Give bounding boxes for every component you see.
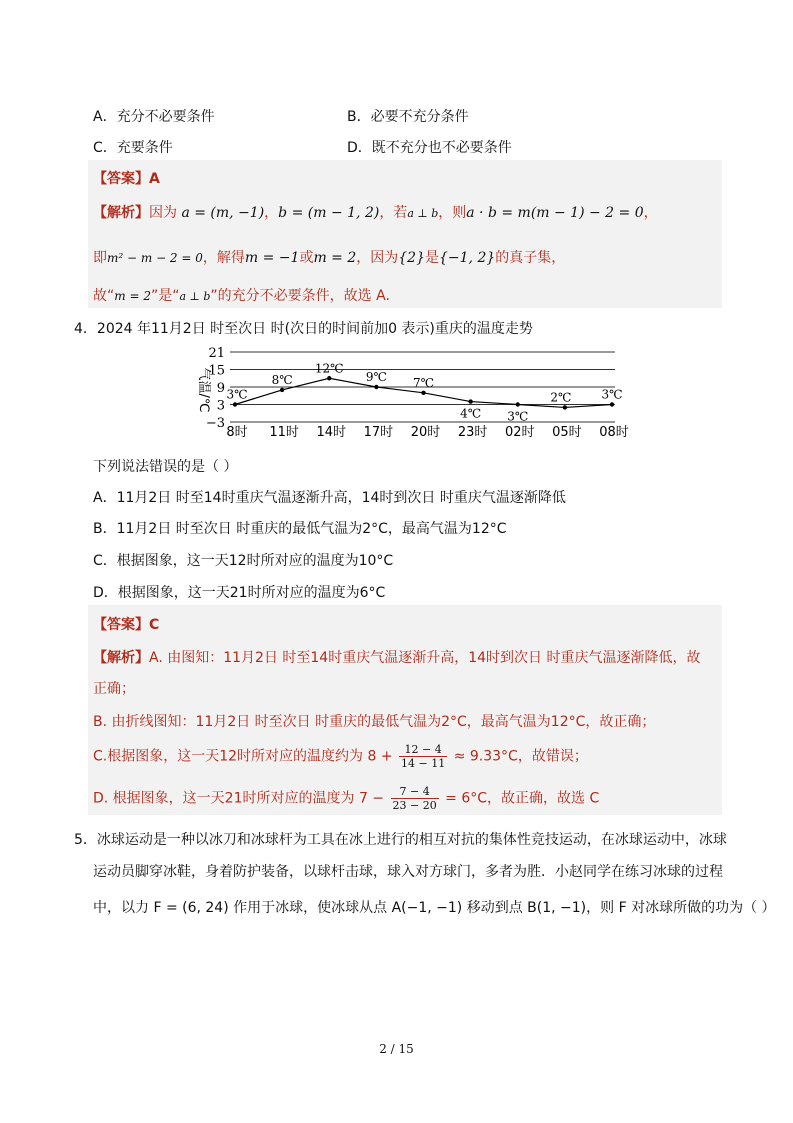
q4-question: 下列说法错误的是（ ）: [93, 459, 238, 475]
q4-analysis-b: B. 由折线图知：11月2日 时至次日 时重庆的最低气温为2°C，最高气温为12°C，故正确；: [93, 714, 656, 730]
q4-option-b: B．11月2日 时至次日 时重庆的最低气温为2°C，最高气温为12°C: [93, 521, 507, 537]
data-label: 12℃: [314, 361, 344, 376]
data-point: [233, 402, 237, 406]
set-1: {2}: [398, 250, 425, 266]
analysis-text: ，因为: [356, 250, 399, 266]
q4-analysis-a: [93, 647, 700, 667]
q4-analysis-d: [93, 785, 599, 812]
analysis-text: 即: [93, 250, 107, 266]
q4-option-c: C．根据图象，这一天12时所对应的温度为10°C: [93, 553, 394, 569]
x-tick-label: 14时: [316, 425, 347, 440]
set-2: {−1, 2}: [439, 250, 496, 266]
q4-answer-box: [88, 605, 722, 815]
y-tick-label: 9: [216, 381, 225, 396]
data-point: [516, 402, 520, 406]
data-point: [374, 385, 378, 389]
analysis-text: C.根据图象，这一天12时所对应的温度约为 8 +: [93, 748, 393, 765]
numerator: 7 − 4: [391, 785, 439, 799]
x-tick-label: 17时: [363, 425, 394, 440]
q3-option-b: B．必要不充分条件: [347, 109, 469, 125]
y-tick-label: 3: [216, 398, 225, 414]
data-point: [421, 391, 425, 395]
q4-option-d: D．根据图象，这一天21时所对应的温度为6°C: [93, 585, 386, 601]
page-number: 2 / 15: [379, 1042, 414, 1056]
q3-option-a: A．充分不必要条件: [93, 109, 215, 125]
x-tick-label: 20时: [410, 425, 441, 440]
dot-product: a · b = m(m − 1) − 2 = 0: [466, 205, 644, 221]
q3-answer: 【答案】A: [93, 171, 160, 187]
analysis-text: ，解得: [202, 250, 245, 266]
data-label: 3℃: [507, 409, 529, 424]
data-label: 9℃: [365, 370, 387, 384]
fraction-d: [391, 785, 439, 812]
q5-line-1: 5．冰球运动是一种以冰刀和冰球杆为工具在冰上进行的相互对抗的集体性竞技运动，在冰球运动中，冰球: [74, 832, 727, 848]
data-label: 2℃: [550, 390, 572, 405]
data-label: 8℃: [271, 372, 293, 387]
q4-analysis-c: [93, 743, 588, 770]
equation: m² − m − 2 = 0: [107, 251, 203, 265]
data-label: 4℃: [460, 406, 482, 421]
denominator: 23 − 20: [392, 799, 437, 812]
solution-1: m = −1: [244, 250, 300, 266]
data-label: 3℃: [601, 387, 623, 402]
vector-b: b = (m − 1, 2): [278, 205, 380, 221]
solution-2: m = 2: [313, 250, 357, 266]
q3-option-d: D．既不充分也不必要条件: [347, 140, 512, 156]
analysis-label: 【解析】: [93, 205, 149, 221]
denominator: 14 − 11: [401, 757, 446, 770]
data-label: 7℃: [412, 375, 435, 390]
y-tick-label: 21: [208, 346, 225, 361]
analysis-label: 【解析】: [93, 650, 149, 666]
q5-line-2: 运动员脚穿冰鞋，身着防护装备，以球杆击球，球入对方球门，多者为胜．小赵同学在练习冰球的过程: [93, 864, 723, 880]
analysis-text: ，则: [438, 205, 467, 221]
x-tick-label: 23时: [457, 425, 488, 440]
data-point: [468, 399, 472, 403]
q4-option-a: A．11月2日 时至14时重庆气温逐渐升高，14时到次日 时重庆气温逐渐降低: [93, 490, 566, 506]
condition: m = 2: [114, 289, 151, 303]
y-tick-label: 15: [208, 363, 225, 379]
q3-option-c: C．充要条件: [93, 140, 173, 156]
q4-answer: 【答案】C: [93, 617, 160, 633]
data-point: [327, 376, 331, 380]
analysis-text: ，: [264, 205, 279, 221]
numerator: 12 − 4: [399, 743, 447, 757]
analysis-text: ”是“: [150, 288, 180, 304]
perp-relation: a ⊥ b: [179, 290, 211, 303]
q3-analysis-line2: [93, 247, 565, 267]
analysis-text: 或: [299, 250, 314, 266]
q4-stem: 4．2024 年11月2日 时至次日 时(次日的时间前加0 表示)重庆的温度走势: [74, 321, 533, 337]
data-point: [563, 405, 567, 409]
analysis-text: 故“: [93, 288, 115, 304]
data-point: [610, 402, 614, 406]
analysis-text: 因为: [149, 205, 177, 221]
x-tick-label: 05时: [552, 425, 582, 440]
x-tick-label: 08时: [599, 425, 629, 440]
data-point: [280, 388, 284, 392]
vector-a: a = (m, −1): [181, 205, 265, 221]
q3-analysis-line3: [93, 285, 390, 305]
x-tick-label: 11时: [269, 425, 299, 440]
q3-analysis-line1: [93, 202, 658, 222]
y-axis-label: 气温/℃: [196, 367, 211, 413]
q5-line-3: 中，以力 F = (6, 24) 作用于冰球，使冰球从点 A(−1, −1) 移动到点 B(1, −1)，则 F 对冰球所做的功为（ ）: [93, 900, 776, 916]
fraction-c: [399, 743, 447, 770]
y-tick-label: −3: [205, 416, 225, 431]
analysis-text: D. 根据图象，这一天21时所对应的温度为 7 −: [93, 790, 385, 807]
q4-analysis-a-cont: 正确；: [93, 681, 135, 697]
temperature-chart: [0, 338, 793, 458]
analysis-text: A. 由图知：11月2日 时至14时重庆气温逐渐升高，14时到次日 时重庆气温逐渐降低，故: [149, 650, 701, 666]
analysis-text: 的真子集，: [495, 250, 566, 266]
analysis-text: 是: [425, 250, 439, 266]
x-tick-label: 02时: [504, 425, 535, 440]
analysis-text: ，若: [379, 205, 408, 221]
analysis-text: ”的充分不必要条件，故选 A.: [210, 288, 390, 304]
perp-relation: a ⊥ b: [407, 207, 439, 220]
analysis-text: = 6°C，故正确，故选 C: [445, 790, 600, 807]
analysis-text: ≈ 9.33°C，故错误；: [453, 748, 588, 765]
analysis-text: ，: [643, 205, 658, 221]
x-tick-label: 8时: [226, 425, 248, 440]
data-label: 3℃: [226, 387, 248, 402]
